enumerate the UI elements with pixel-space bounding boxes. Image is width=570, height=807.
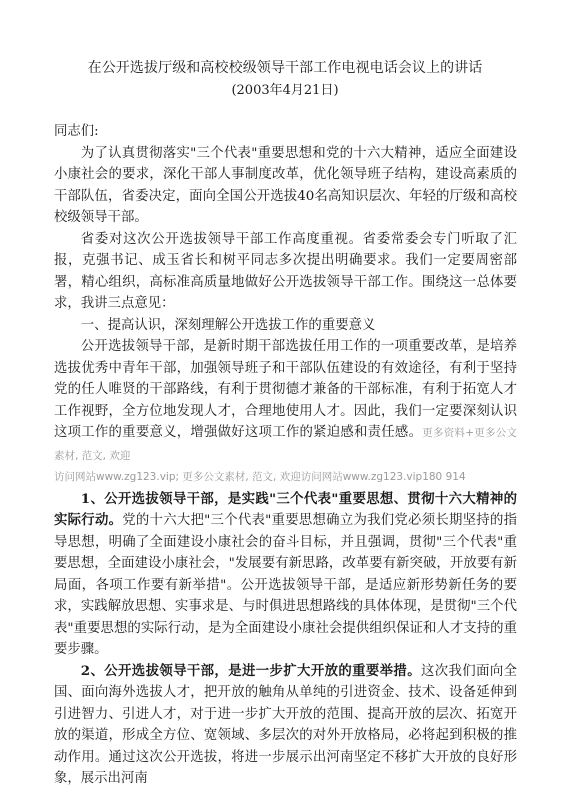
point-2 [54,661,517,790]
point-1 [54,489,517,661]
paragraph-significance [54,336,517,489]
salutation: 同志们: [54,124,99,139]
point-2-body: 这次我们面向全国、面向海外选拔人才，把开放的触角从单纯的引进资金、技术、设备延伸到引进智力、引进人才，对于进一步扩大开放的范围、提高开放的层次、拓宽开放的渠道，形成全方位、宽领域、多层次的对外开放格局，必将起到积极的推动作用。通过这次公开选拔，将进一步展示出河南坚定不移扩大开放的良好形象，展示出河南 [54,663,517,786]
paragraph-significance-text: 公开选拔领导干部，是新时期干部选拔任用工作的一项重要改革，是培养选拔优秀中青年干部，加强领导班子和干部队伍建设的有效途径，有利于坚持党的任人唯贤的干部路线，有利于贯彻德才兼备的干部标准，有利于拓宽人才工作视野，全方位地发现人才，合理地使用人才。因此，我们一定要深刻认识这项工作的重要意义，增强做好这项工作的紧迫感和责任感。 [54,339,517,440]
point-2-heading: 2、公开选拔领导干部，是进一步扩大开放的重要举措。 [80,662,421,679]
document-title: 在公开选拔厅级和高校校级领导干部工作电视电话会议上的讲话 [87,60,483,76]
document-body [54,121,517,790]
watermark-line: 访问网站www.zg123.vip; 更多公文素材, 范文, 欢迎访问网站www.zg123.vip180 914 [54,471,466,483]
paragraph-emphasis: 省委对这次公开选拔领导干部工作高度重视。省委常委会专门听取了汇报，克强书记、成玉省长和树平同志多次提出明确要求。我们一定要周密部署，精心组织，高标准高质量地做好公开选拔领导干部工作。围绕这一总体要求，我讲三点意见： [54,231,517,311]
point-1-heading: 1、公开选拔领导干部，是实践"三个代表"重要思想、贯彻十六大精神的实际行动。 [54,490,517,528]
watermark-inline: 更多资料+更多公文素材, 范文, 欢迎 [54,427,517,462]
section-heading-1: 一、提高认识，深刻理解公开选拔工作的重要意义 [80,317,376,333]
paragraph-intro: 为了认真贯彻落实"三个代表"重要思想和党的十六大精神，适应全面建设小康社会的要求，深化干部人事制度改革，优化领导班子结构，建设高素质的干部队伍，省委决定，面向全国公开选拔40名高知识层次、年轻的厅级和高校校级领导干部。 [54,145,517,225]
document-date: (2003年4月21日) [231,83,339,98]
point-1-body: 党的十六大把"三个代表"重要思想确立为我们党必须长期坚持的指导思想，明确了全面建设小康社会的奋斗目标，并且强调，贯彻"三个代表"重要思想，全面建设小康社会，"发展要有新思路，改革要有新突破，开放要有新局面，各项工作要有新举措"。公开选拔领导干部，是适应新形势新任务的要求，实践解放思想、实事求是、与时俱进思想路线的具体体现，是贯彻"三个代表"重要思想的实际行动，是为全面建设小康社会提供组织保证和人才支持的重要步骤。 [54,513,517,657]
